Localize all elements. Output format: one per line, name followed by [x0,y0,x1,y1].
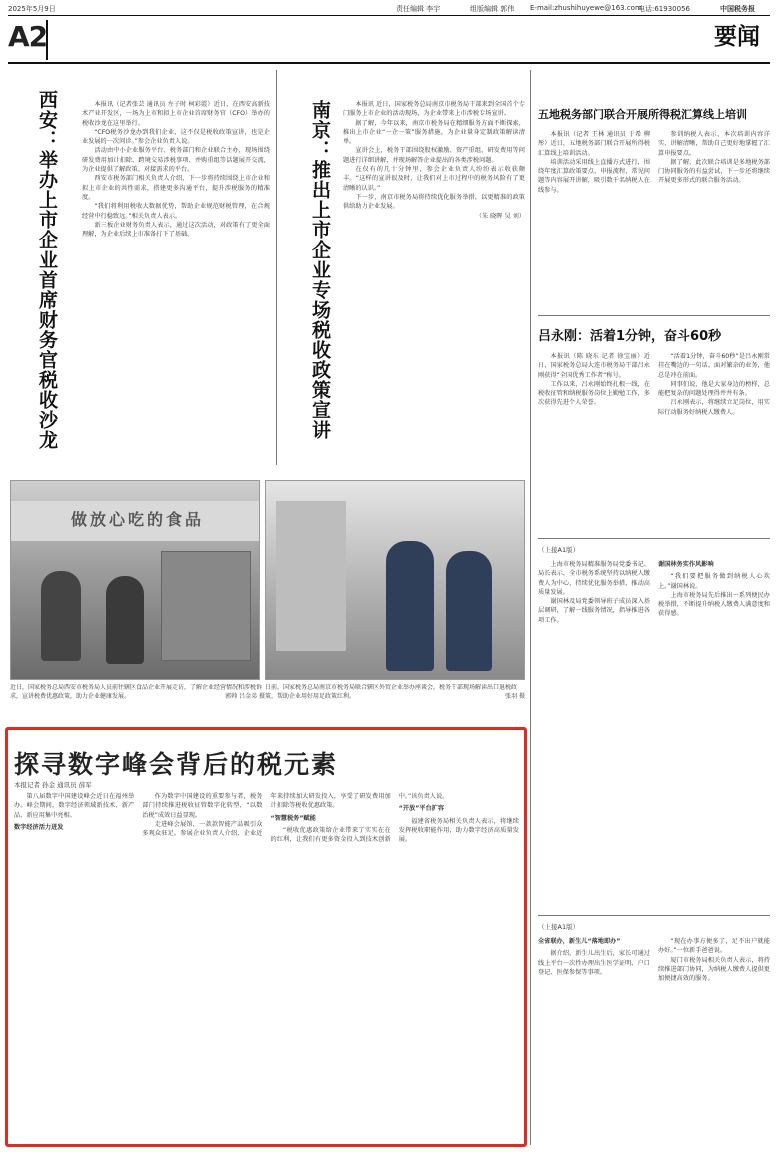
feature-headline: 探寻数字峰会背后的税元素 [14,750,339,779]
continued-1-para: 上海市税务局先后推出一系列便民办税举措，不断提升纳税人缴费人满意度和获得感。 [658,591,770,618]
officer-figure [446,551,492,671]
photo-left-caption [10,684,265,724]
photo-left-caption-text: 近日，国家税务总局西安市税务局人员前往辖区食品企业开展走访，了解企业经营情况和涉税诉求，宣讲税费优惠政策，助力企业健康发展。 [10,684,263,700]
wuzhou-para: 据了解，此次联合培训是多地税务部门协同服务的有益尝试，下一步还将继续开展更多形式的联合服务活动。 [658,158,770,185]
lv-para: “活着1分钟，奋斗60秒”是吕永刚常挂在嘴边的一句话。面对繁杂的业务，他总是冲在前面。 [658,353,770,379]
page-number: A2 [8,20,48,60]
xian-para: 新三板企业财务负责人表示，通过这次活动，对政策有了更全面理解，为企业后续上市准备打下了基础。 [82,221,270,239]
phone: 电话:61930056 [638,5,690,13]
machinery [161,551,251,661]
photo-right-caption-text: 日前，国家税务总局南京市税务局联合辖区外贸企业举办座谈会，税务干部现场解读出口退税政策，帮助企业用好用足政策红利。 [265,684,518,700]
continued-1-para: “我们要把服务做到纳税人心坎上。”谢国林说。 [658,573,770,590]
shelf [276,501,346,651]
xian-article [82,100,270,455]
article-divider [538,315,770,316]
editor-credit: 责任编辑 李宇 [396,5,441,13]
continued-2-subhead: 全省联办，新生儿“落地即办” [538,938,621,945]
header-rule [8,62,770,64]
photo-right-credit: 张羽 摄 [505,692,525,700]
nanjing-byline: 本报讯 近日，国家税务总局南京市税务局干部来到全国首个专门服务上市企业的活动现场，为企业带来上市涉税专场宣讲。 [343,101,525,118]
continued-tag: （上接A1版） [538,546,580,554]
wuzhou-para: 参训纳税人表示，本次培训内容详实、讲解清晰，帮助自己更好地掌握了汇算申报要点。 [658,131,770,157]
wuzhou-byline: 本报讯（记者 王林 通讯员 于希 柳彤）近日，五地税务部门联合开展所得税汇算线上培训活动。 [538,131,650,157]
paper-brand: 中国税务报 [720,5,755,13]
continued-1-para: 上海市税务局精准服务局党委书记、局长表示，全市税务系统坚持以纳税人缴费人为中心，持续优化服务举措，推动高质量发展。 [538,561,650,596]
lv-para: 工作以来，吕永刚始终扎根一线，在税收征管和纳税服务岗位上勤勉工作，多次获得先进个人荣誉。 [538,380,650,407]
nanjing-para: 宣讲会上，税务干部围绕股权激励、资产重组、研发费用等问题进行详细讲解，并现场解答企业提出的各类涉税问题。 [343,147,525,164]
continued-2-para: 据介绍，新生儿出生后，家长可通过线上平台一次性办理出生医学证明、户口登记、医保参保等事项。 [538,950,650,976]
xian-para: 活动由中小企业服务平台、税务部门和企业联合主办，现场围绕研发费用加计扣除、跨境交易涉税事项、并购重组等话题展开交流，为企业提供了解政策、对接需求的平台。 [82,147,270,174]
continued-2-article [538,937,770,1142]
continued-tag: （上接A1版） [538,923,580,931]
continued-1-subhead: 谢国林务实作风影响 [658,561,714,568]
feature-para: 走进峰会展馆，一款款智能产品吸引众多观众驻足。参展企业负责人介绍，企业近年来持续加大研发投入，享受了研发费用加计扣除等税收优惠政策。 [142,793,391,838]
xian-para: 西安市税务部门相关负责人介绍，下一步将持续围绕上市企业和拟上市企业的共性需求，搭建更多沟通平台，提升涉税服务的精准度。 [82,175,270,201]
continued-2-para: 厦门市税务局相关负责人表示，将持续推进部门协同，为纳税人缴费人提供更加便捷高效的服务。 [658,956,770,983]
feature-subhead: 数字经济活力迸发 [14,823,64,831]
section-title: 要闻 [714,23,760,50]
wuzhou-headline: 五地税务部门联合开展所得税汇算线上培训 [538,108,747,121]
feature-para: 作为数字中国建设的重要参与者，税务部门持续推进税收征管数字化转型，“以数治税”成效日益显现。 [142,793,263,819]
feature-article [14,792,519,1137]
nanjing-signoff: （朱 晓晖 吴 刘） [475,212,525,220]
xian-para: “CFO税务沙龙办到我们企业，这不仅是税收政策宣讲，也是企业发展的一次问诊。”参会企业负责人说。 [82,128,270,146]
photo-food-factory [10,480,260,680]
article-divider [538,915,770,916]
nanjing-para: 在仅有的几十分钟里，参会企业负责人纷纷表示收获颇丰。“这样的宣讲很及时，让我们对上市过程中的税务风险有了更清晰的认识。” [343,166,525,192]
xian-headline: 西安：举办上市企业首席财务官税收沙龙 [36,90,58,450]
photo-left-credit: 郭帅 吕金弟 摄 [225,692,265,700]
continued-1-para: 谢国林及局党委领导班子成员深入基层调研，了解一线服务情况，指导推进各项工作。 [538,598,650,624]
lv-article [538,352,770,532]
feature-subhead: “开放”平台扩容 [398,805,445,813]
feature-para: 第八届数字中国建设峰会近日在福州举办。峰会期间，数字经济领域新技术、新产品、新应用集中亮相。 [14,793,135,819]
email: E-mail:zhushihuyewe@163.com [530,4,642,12]
xian-para: “我们将利用税收大数据优势，帮助企业规范财税管理，在合规经营中行稳致远。”相关负责人表示。 [82,203,270,220]
wuzhou-article [538,130,770,310]
nanjing-article [343,100,525,455]
proof-credit: 组版编辑 郭伟 [470,5,515,13]
wuzhou-para: 培训活动采用线上直播方式进行，围绕年度汇算政策要点、申报流程、常见问题等内容展开讲解，吸引数千名纳税人在线参与。 [538,158,650,194]
masthead-bar [8,3,770,15]
continued-1-article [538,560,770,910]
nanjing-para: 下一步，南京市税务局将持续优化服务举措，以更精准的政策供给助力企业发展。 [343,193,525,211]
person-figure [41,571,81,661]
banner-text: 做放心吃的食品 [71,510,205,529]
column-divider [530,70,531,1145]
photo-right-caption [265,684,525,724]
issue-date: 2025年5月9日 [8,5,56,13]
lv-headline: 吕永刚：活着1分钟，奋斗60秒 [538,329,722,344]
nanjing-para: 据了解，今年以来，南京市税务局在精细服务方面不断探索，推出上市企业“一企一策”服务措施，为企业量身定制政策解读清单。 [343,119,525,146]
article-divider [538,538,770,539]
feature-para: 福建省税务局相关负责人表示，将继续发挥税收职能作用，助力数字经济高质量发展。 [398,817,519,844]
photo-tax-officers [265,480,525,680]
top-rule [8,15,770,16]
officer-figure [386,541,434,671]
nanjing-headline: 南京：推出上市企业专场税收政策宣讲 [309,100,331,440]
feature-byline: 本报记者 孙金 通讯员 薛军 [14,781,92,789]
person-figure [106,576,144,664]
lv-para: 吕永刚表示，将继续立足岗位，用实际行动服务好纳税人缴费人。 [658,399,770,416]
continued-2-para: “现在办事方便多了，足不出户就能办好。”一位新手爸爸说。 [658,938,770,955]
feature-subhead: “智慧税务”赋能 [270,814,316,822]
column-divider [276,70,277,465]
xian-byline: 本报讯（记者张芸 通讯员 左子时 柯彩霞）近日，在西安高新技术产业开发区，一场为上市和拟上市企业首席财务官（CFO）举办的税收沙龙在这里举行。 [82,101,270,127]
lv-para: 同事们说，他是大家身边的榜样，总能把复杂的问题处理得井井有条。 [658,380,770,398]
feature-para: “税收优惠政策给企业带来了实实在在的红利，让我们有更多资金投入到技术创新中。”该负责人说。 [270,793,449,844]
lv-byline: 本报讯（陈 晓东 记者 徐宝丽）近日，国家税务总局大连市税务局干部吕永刚获得“全国优秀工作者”称号。 [538,353,650,379]
